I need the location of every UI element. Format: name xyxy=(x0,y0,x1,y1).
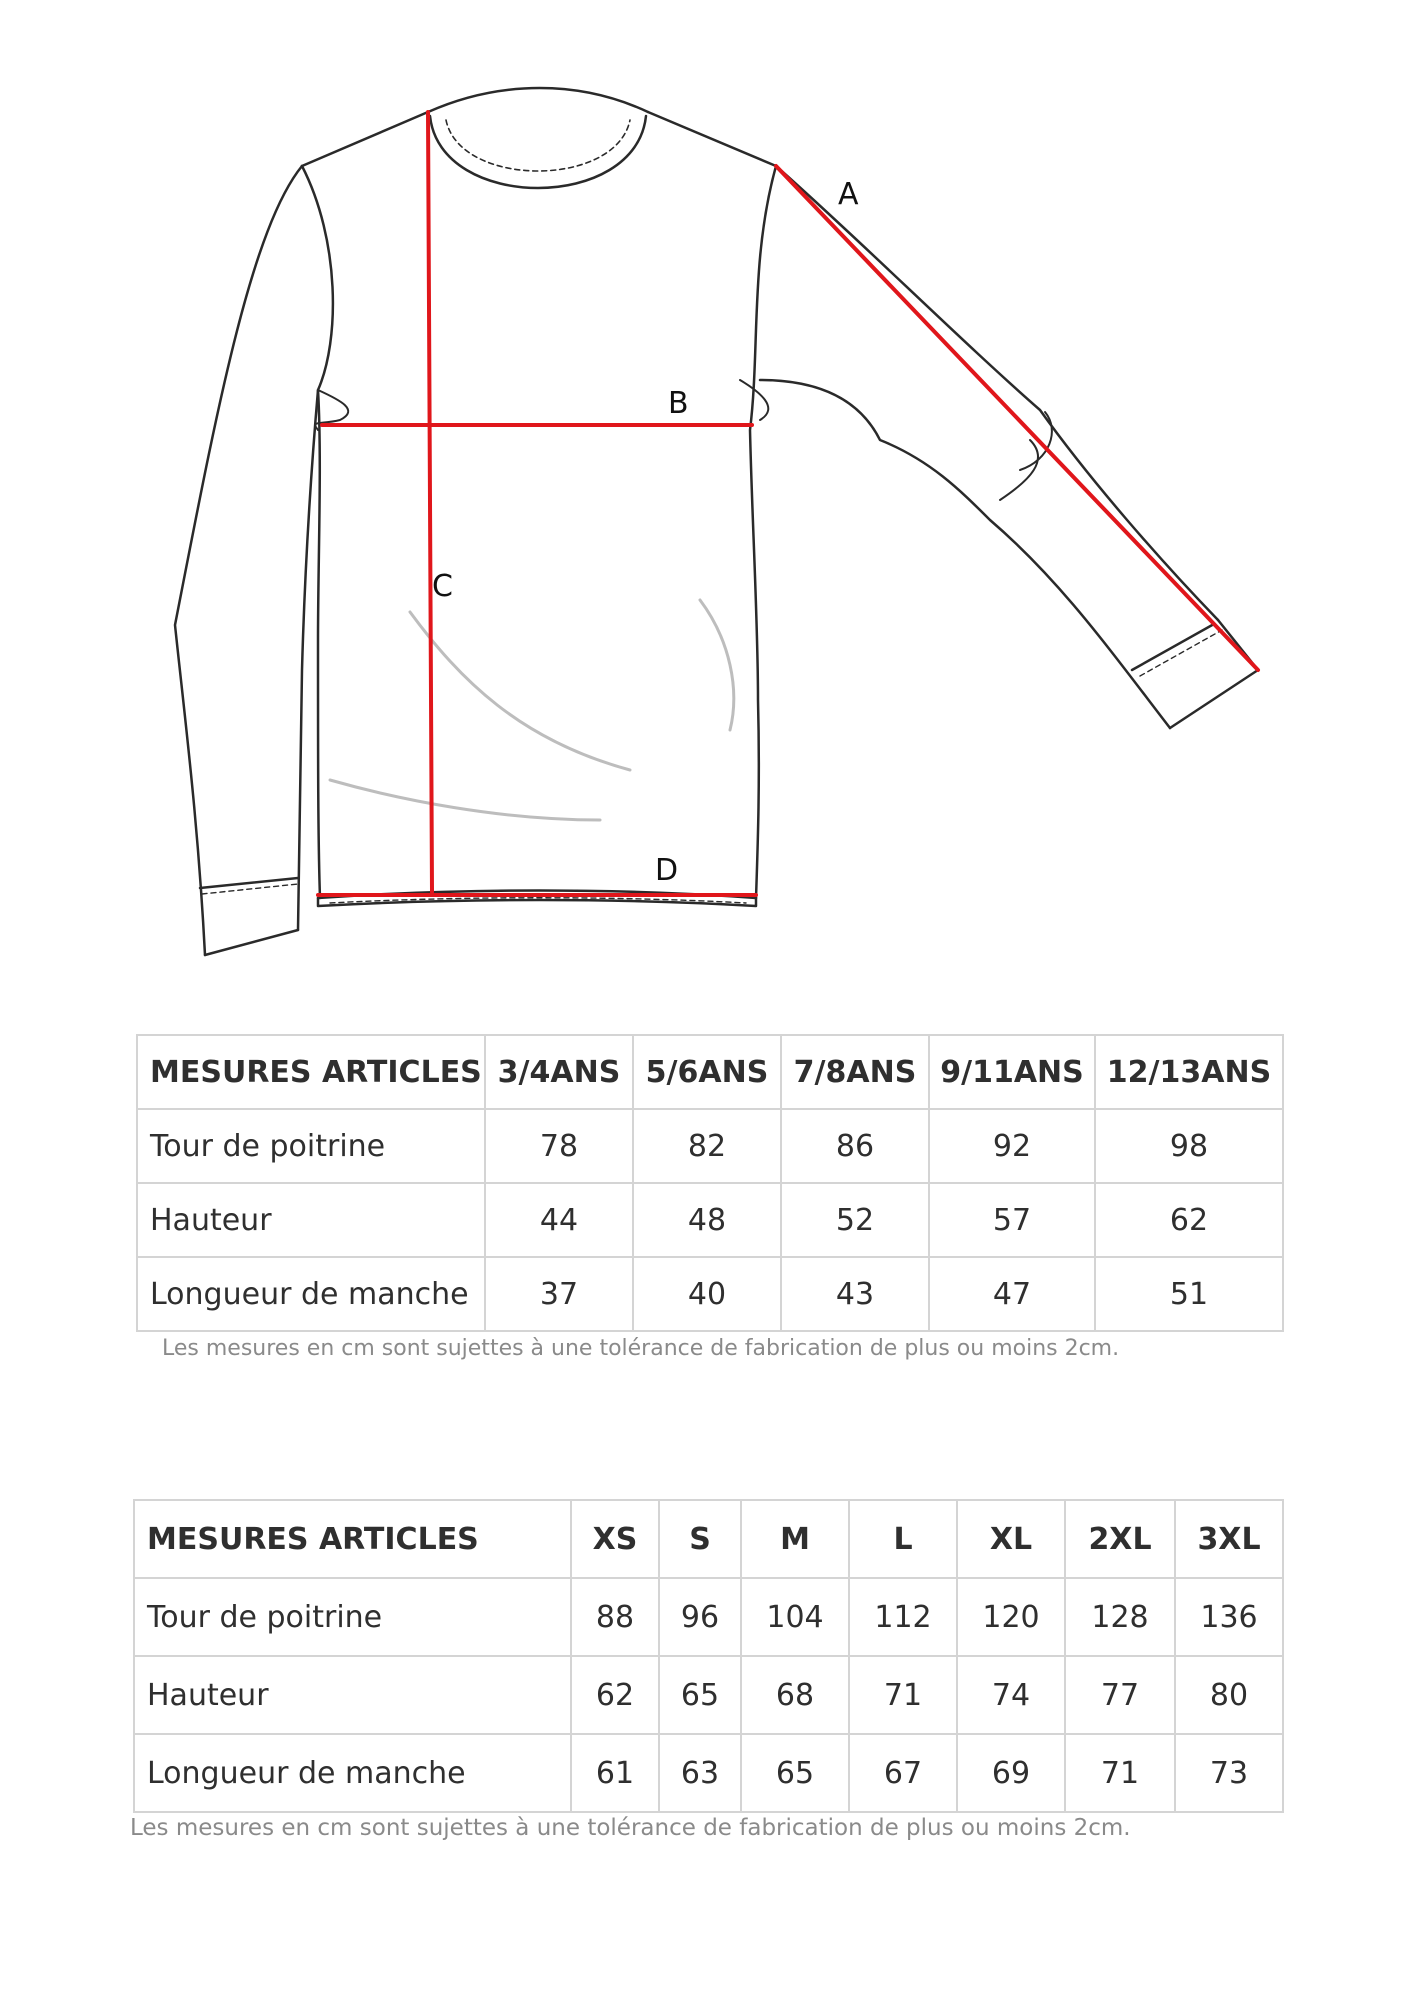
fold-shadows xyxy=(330,600,734,820)
header-cell: L xyxy=(849,1500,957,1578)
table-cell: 73 xyxy=(1175,1734,1283,1812)
table-header-row xyxy=(137,1035,1283,1109)
table-cell: 98 xyxy=(1095,1109,1283,1183)
row-label: Hauteur xyxy=(137,1183,485,1257)
measure-line-a xyxy=(776,166,1258,670)
table-cell: 92 xyxy=(929,1109,1095,1183)
row-label: Longueur de manche xyxy=(134,1734,571,1812)
header-cell: 2XL xyxy=(1065,1500,1175,1578)
table-cell: 43 xyxy=(781,1257,929,1331)
garment-diagram xyxy=(0,0,1414,990)
table-cell: 88 xyxy=(571,1578,659,1656)
header-cell: 9/11ANS xyxy=(929,1035,1095,1109)
table-cell: 80 xyxy=(1175,1656,1283,1734)
measurement-lines xyxy=(318,112,1258,895)
header-cell: 5/6ANS xyxy=(633,1035,781,1109)
table-cell: 74 xyxy=(957,1656,1065,1734)
header-cell: XS xyxy=(571,1500,659,1578)
adult-table-note: Les mesures en cm sont sujettes à une tolérance de fabrication de plus ou moins 2cm. xyxy=(130,1815,1131,1841)
table-cell: 51 xyxy=(1095,1257,1283,1331)
table-cell: 77 xyxy=(1065,1656,1175,1734)
table-cell: 67 xyxy=(849,1734,957,1812)
adult-size-table xyxy=(133,1499,1284,1813)
table-cell: 86 xyxy=(781,1109,929,1183)
header-cell: 3XL xyxy=(1175,1500,1283,1578)
measure-line-c xyxy=(428,112,432,892)
table-cell: 69 xyxy=(957,1734,1065,1812)
header-cell: 12/13ANS xyxy=(1095,1035,1283,1109)
table-cell: 57 xyxy=(929,1183,1095,1257)
header-cell: 3/4ANS xyxy=(485,1035,633,1109)
table-cell: 65 xyxy=(741,1734,849,1812)
table-cell: 44 xyxy=(485,1183,633,1257)
table-row xyxy=(134,1734,1283,1812)
kids-size-table xyxy=(136,1034,1284,1332)
table-cell: 104 xyxy=(741,1578,849,1656)
kids-table-note: Les mesures en cm sont sujettes à une tolérance de fabrication de plus ou moins 2cm. xyxy=(162,1336,1120,1361)
row-label: Tour de poitrine xyxy=(134,1578,571,1656)
label-b: B xyxy=(668,386,689,421)
row-label: Tour de poitrine xyxy=(137,1109,485,1183)
table-cell: 48 xyxy=(633,1183,781,1257)
sweatshirt-outline xyxy=(175,88,1258,955)
table-cell: 71 xyxy=(849,1656,957,1734)
header-cell: 7/8ANS xyxy=(781,1035,929,1109)
table-cell: 136 xyxy=(1175,1578,1283,1656)
row-label: Hauteur xyxy=(134,1656,571,1734)
header-cell: M xyxy=(741,1500,849,1578)
header-cell: MESURES ARTICLES xyxy=(134,1500,571,1578)
table-header-row xyxy=(134,1500,1283,1578)
table-row xyxy=(137,1109,1283,1183)
label-a: A xyxy=(838,177,859,212)
table-row xyxy=(137,1183,1283,1257)
table-cell: 47 xyxy=(929,1257,1095,1331)
table-cell: 112 xyxy=(849,1578,957,1656)
table-cell: 40 xyxy=(633,1257,781,1331)
table-row xyxy=(134,1656,1283,1734)
table-cell: 65 xyxy=(659,1656,741,1734)
row-label: Longueur de manche xyxy=(137,1257,485,1331)
table-cell: 62 xyxy=(571,1656,659,1734)
label-c: C xyxy=(432,569,453,604)
table-cell: 128 xyxy=(1065,1578,1175,1656)
header-cell: XL xyxy=(957,1500,1065,1578)
table-cell: 37 xyxy=(485,1257,633,1331)
table-cell: 62 xyxy=(1095,1183,1283,1257)
table-cell: 52 xyxy=(781,1183,929,1257)
label-d: D xyxy=(655,853,679,888)
table-cell: 68 xyxy=(741,1656,849,1734)
header-cell: S xyxy=(659,1500,741,1578)
table-cell: 78 xyxy=(485,1109,633,1183)
table-cell: 61 xyxy=(571,1734,659,1812)
table-row xyxy=(137,1257,1283,1331)
header-cell: MESURES ARTICLES xyxy=(137,1035,485,1109)
table-cell: 120 xyxy=(957,1578,1065,1656)
table-cell: 96 xyxy=(659,1578,741,1656)
table-cell: 63 xyxy=(659,1734,741,1812)
table-cell: 71 xyxy=(1065,1734,1175,1812)
table-cell: 82 xyxy=(633,1109,781,1183)
table-row xyxy=(134,1578,1283,1656)
